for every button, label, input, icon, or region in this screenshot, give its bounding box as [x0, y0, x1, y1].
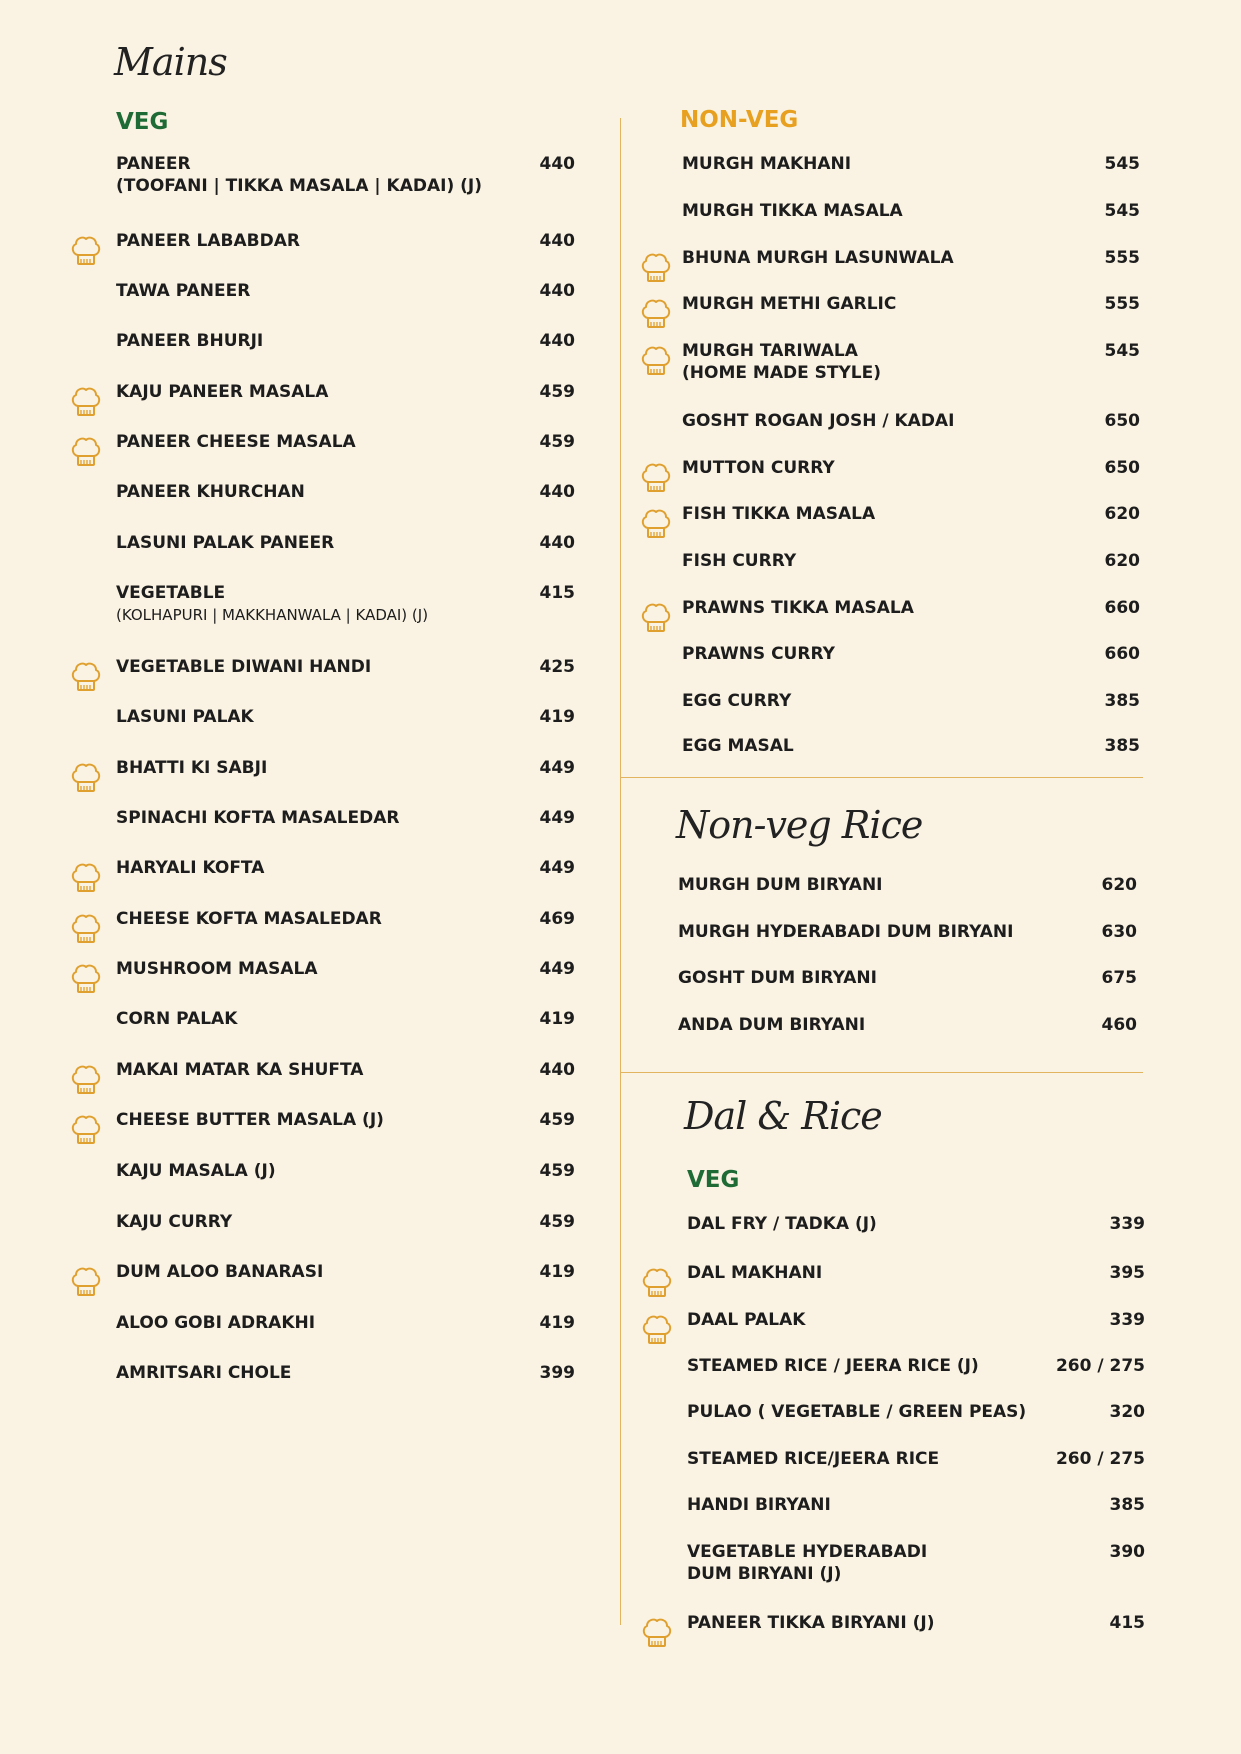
item-name-text: KAJU PANEER MASALA: [116, 382, 329, 402]
chef-hat-icon: [641, 1265, 673, 1299]
item-name-text: AMRITSARI CHOLE: [116, 1363, 292, 1383]
item-name-text: EGG MASAL: [682, 736, 794, 756]
chef-hat-icon: [70, 434, 102, 468]
item-name: [682, 410, 954, 432]
item-price: 440: [539, 482, 575, 502]
item-name: [678, 967, 877, 989]
item-price: 650: [1104, 411, 1140, 431]
item-name: [116, 1312, 315, 1334]
item-price: 620: [1104, 504, 1140, 524]
item-name-text: STEAMED RICE/JEERA RICE: [687, 1449, 940, 1469]
item-price: 675: [1101, 968, 1137, 988]
item-price: 555: [1104, 248, 1140, 268]
chef-hat-icon: [70, 1062, 102, 1096]
item-name: [116, 807, 399, 829]
item-price: 399: [539, 1363, 575, 1383]
item-price: 459: [539, 382, 575, 402]
veg-label: VEG: [116, 109, 169, 135]
item-price: 440: [539, 231, 575, 251]
item-name-text: ALOO GOBI ADRAKHI: [116, 1313, 316, 1333]
item-price: 440: [539, 281, 575, 301]
item-name-text: PRAWNS TIKKA MASALA: [682, 598, 914, 618]
item-name-text: STEAMED RICE / JEERA RICE (J): [687, 1356, 979, 1376]
item-name-text: BHATTI KI SABJI: [116, 758, 268, 778]
chef-hat-icon: [641, 1312, 673, 1346]
item-name: [116, 381, 328, 403]
item-price: 385: [1109, 1495, 1145, 1515]
item-price: 419: [539, 707, 575, 727]
item-name-text: VEGETABLE: [116, 583, 226, 603]
item-price: 440: [539, 1060, 575, 1080]
item-name: [687, 1612, 934, 1634]
item-name: [116, 582, 428, 626]
item-price: 449: [539, 858, 575, 878]
item-price: 469: [539, 909, 575, 929]
item-price: 419: [539, 1262, 575, 1282]
item-name: [678, 874, 883, 896]
item-name-text: EGG CURRY: [682, 691, 792, 711]
item-price: 459: [539, 432, 575, 452]
item-name-text: MURGH MAKHANI: [682, 154, 852, 174]
item-name: [116, 230, 300, 252]
nonveg-rice-heading: Non-veg Rice: [676, 803, 923, 847]
item-name: [116, 1211, 232, 1233]
item-name-text: SPINACHI KOFTA MASALEDAR: [116, 808, 400, 828]
item-name-text: MURGH METHI GARLIC: [682, 294, 897, 314]
item-name: [116, 857, 264, 879]
item-name-text: CORN PALAK: [116, 1009, 238, 1029]
item-price: 545: [1104, 201, 1140, 221]
item-name: [116, 153, 482, 197]
item-name-text: LASUNI PALAK PANEER: [116, 533, 335, 553]
item-name: [116, 481, 305, 503]
item-name-text: PANEER KHURCHAN: [116, 482, 305, 502]
item-name-text: DAL MAKHANI: [687, 1263, 823, 1283]
item-name-text: CHEESE BUTTER MASALA (J): [116, 1110, 384, 1130]
item-name: [682, 503, 875, 525]
item-price: 425: [539, 657, 575, 677]
item-name: [682, 247, 954, 269]
item-name: [682, 457, 835, 479]
item-name-text: PANEER: [116, 154, 191, 174]
item-price: 339: [1109, 1310, 1145, 1330]
chef-hat-icon: [640, 296, 672, 330]
item-name: [687, 1213, 877, 1235]
chef-hat-icon: [70, 384, 102, 418]
item-price: 415: [539, 583, 575, 603]
item-price: 555: [1104, 294, 1140, 314]
chef-hat-icon: [640, 250, 672, 284]
item-price: 459: [539, 1161, 575, 1181]
chef-hat-icon: [70, 1112, 102, 1146]
item-name: [116, 908, 382, 930]
item-name: [682, 597, 914, 619]
item-name: [687, 1309, 805, 1331]
item-name-text: KAJU CURRY: [116, 1212, 233, 1232]
item-name-text: FISH CURRY: [682, 551, 797, 571]
chef-hat-icon: [70, 233, 102, 267]
item-name: [682, 643, 835, 665]
item-name: [687, 1494, 831, 1516]
item-name: [682, 293, 896, 315]
item-name: [678, 1014, 865, 1036]
item-name: [682, 153, 851, 175]
item-name: [116, 1261, 323, 1283]
item-price: 459: [539, 1110, 575, 1130]
item-price: 415: [1109, 1613, 1145, 1633]
item-name-text: PANEER TIKKA BIRYANI (J): [687, 1613, 935, 1633]
item-price: 460: [1101, 1015, 1137, 1035]
item-price: 545: [1104, 341, 1140, 361]
item-price: 459: [539, 1212, 575, 1232]
mains-heading: Mains: [114, 40, 227, 84]
item-name: [678, 921, 1013, 943]
item-price: 449: [539, 758, 575, 778]
chef-hat-icon: [70, 911, 102, 945]
item-name-text: GOSHT ROGAN JOSH / KADAI: [682, 411, 955, 431]
chef-hat-icon: [640, 343, 672, 377]
item-price: 660: [1104, 644, 1140, 664]
item-name-text: HARYALI KOFTA: [116, 858, 265, 878]
item-name-text: MURGH DUM BIRYANI: [678, 875, 883, 895]
item-name-text: PANEER CHEESE MASALA: [116, 432, 356, 452]
item-price: 650: [1104, 458, 1140, 478]
chef-hat-icon: [641, 1615, 673, 1649]
item-name: [682, 550, 796, 572]
nonveg-label: NON-VEG: [680, 107, 799, 133]
item-name: [687, 1262, 822, 1284]
item-name: [687, 1541, 927, 1585]
item-name-text: MUSHROOM MASALA: [116, 959, 318, 979]
item-price: 260 / 275: [1055, 1356, 1145, 1376]
item-name: [687, 1448, 939, 1470]
item-name-text: PANEER LABABDAR: [116, 231, 300, 251]
item-name: [116, 330, 263, 352]
item-name: [116, 280, 250, 302]
chef-hat-icon: [70, 1264, 102, 1298]
item-name: [116, 431, 356, 453]
item-name: [116, 1109, 384, 1131]
item-name: [687, 1355, 979, 1377]
item-price: 440: [539, 154, 575, 174]
item-price: 545: [1104, 154, 1140, 174]
item-price: 320: [1109, 1402, 1145, 1422]
item-name: [116, 958, 318, 980]
item-price: 390: [1109, 1542, 1145, 1562]
item-name: [116, 1362, 291, 1384]
section-divider: [620, 1072, 1143, 1073]
item-name-text: GOSHT DUM BIRYANI: [678, 968, 877, 988]
item-name-text: DAL FRY / TADKA (J): [687, 1214, 877, 1234]
item-price: 630: [1101, 922, 1137, 942]
item-name-text: MURGH TIKKA MASALA: [682, 201, 903, 221]
item-name-text: MAKAI MATAR KA SHUFTA: [116, 1060, 364, 1080]
item-price: 660: [1104, 598, 1140, 618]
item-price: 620: [1101, 875, 1137, 895]
item-variant: (TOOFANI | TIKKA MASALA | KADAI) (J): [116, 176, 483, 196]
item-name: [682, 200, 903, 222]
item-name-text: PULAO ( VEGETABLE / GREEN PEAS): [687, 1402, 1027, 1422]
column-divider: [620, 118, 621, 1625]
dal-veg-label: VEG: [687, 1167, 740, 1193]
item-variant: (KOLHAPURI | MAKKHANWALA | KADAI) (J): [116, 606, 429, 624]
item-name: [682, 690, 791, 712]
chef-hat-icon: [640, 460, 672, 494]
item-name-text: MURGH HYDERABADI DUM BIRYANI: [678, 922, 1014, 942]
item-variant: DUM BIRYANI (J): [687, 1564, 842, 1584]
item-price: 620: [1104, 551, 1140, 571]
chef-hat-icon: [70, 860, 102, 894]
chef-hat-icon: [70, 659, 102, 693]
item-price: 419: [539, 1009, 575, 1029]
item-name-text: LASUNI PALAK: [116, 707, 254, 727]
item-name-text: FISH TIKKA MASALA: [682, 504, 876, 524]
item-name-text: PRAWNS CURRY: [682, 644, 835, 664]
item-name-text: DAAL PALAK: [687, 1310, 806, 1330]
item-price: 395: [1109, 1263, 1145, 1283]
item-variant: (HOME MADE STYLE): [682, 363, 881, 383]
item-name-text: HANDI BIRYANI: [687, 1495, 831, 1515]
item-name-text: ANDA DUM BIRYANI: [678, 1015, 866, 1035]
chef-hat-icon: [640, 506, 672, 540]
section-divider: [620, 777, 1143, 778]
item-price: 440: [539, 533, 575, 553]
item-name: [116, 656, 371, 678]
item-name-text: TAWA PANEER: [116, 281, 251, 301]
item-name-text: PANEER BHURJI: [116, 331, 264, 351]
item-name: [116, 706, 254, 728]
item-name: [116, 757, 267, 779]
item-price: 449: [539, 808, 575, 828]
item-name: [687, 1401, 1026, 1423]
item-name: [116, 1059, 363, 1081]
item-name: [116, 1008, 237, 1030]
item-name-text: BHUNA MURGH LASUNWALA: [682, 248, 954, 268]
chef-hat-icon: [70, 760, 102, 794]
item-name-text: DUM ALOO BANARASI: [116, 1262, 324, 1282]
item-name-text: KAJU MASALA (J): [116, 1161, 276, 1181]
item-price: 260 / 275: [1055, 1449, 1145, 1469]
item-name-text: VEGETABLE DIWANI HANDI: [116, 657, 372, 677]
item-name: [682, 340, 881, 384]
chef-hat-icon: [70, 961, 102, 995]
item-price: 385: [1104, 691, 1140, 711]
dal-rice-heading: Dal & Rice: [684, 1094, 882, 1138]
item-price: 339: [1109, 1214, 1145, 1234]
chef-hat-icon: [640, 600, 672, 634]
item-name: [116, 532, 334, 554]
item-price: 440: [539, 331, 575, 351]
item-name: [682, 735, 794, 757]
item-name-text: CHEESE KOFTA MASALEDAR: [116, 909, 382, 929]
item-name-text: MUTTON CURRY: [682, 458, 835, 478]
item-name-text: MURGH TARIWALA: [682, 341, 858, 361]
item-price: 385: [1104, 736, 1140, 756]
item-price: 419: [539, 1313, 575, 1333]
item-price: 449: [539, 959, 575, 979]
item-name-text: VEGETABLE HYDERABADI: [687, 1542, 928, 1562]
item-name: [116, 1160, 276, 1182]
